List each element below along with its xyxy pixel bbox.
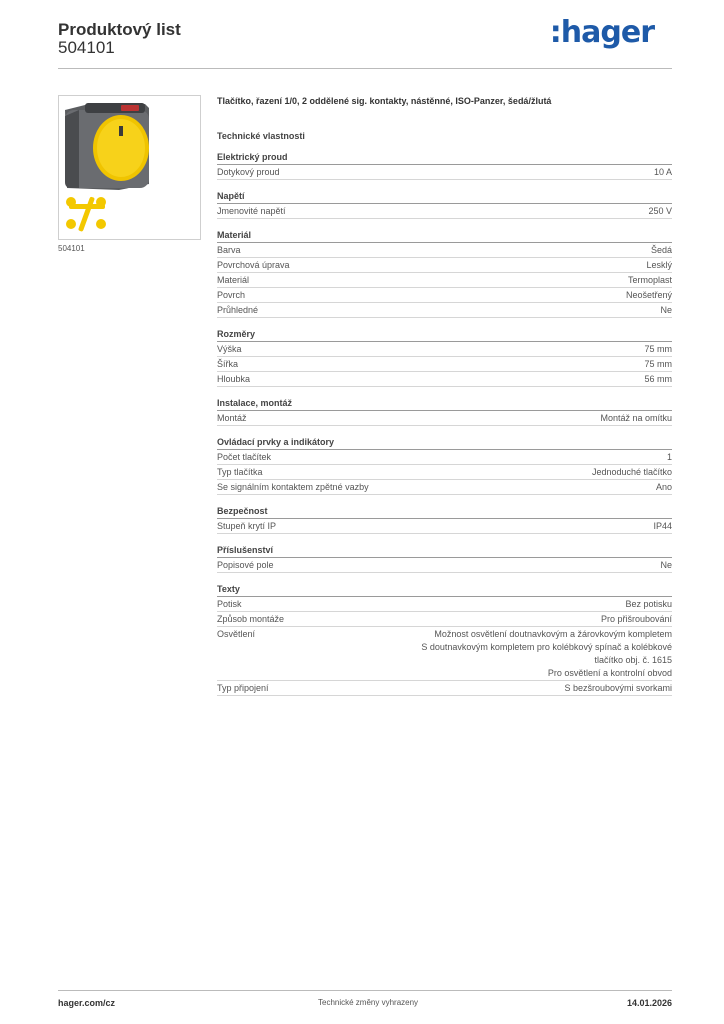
spec-value: Neošetřený xyxy=(625,290,672,300)
spec-section xyxy=(217,229,672,318)
spec-value: Termoplast xyxy=(627,275,672,285)
section-title: Rozměry xyxy=(217,328,672,342)
spec-row xyxy=(217,273,672,288)
spec-row xyxy=(217,165,672,180)
spec-sections xyxy=(217,151,672,696)
spec-value: Šedá xyxy=(650,245,672,255)
spec-row xyxy=(217,258,672,273)
spec-value-line: S doutnavkovým kompletem pro kolébkový spínač a kolébkové xyxy=(421,642,672,652)
spec-label: Typ tlačítka xyxy=(217,467,263,477)
spec-row xyxy=(217,411,672,426)
spec-section xyxy=(217,544,672,573)
footer-notice: Technické změny vyhrazeny xyxy=(318,998,419,1007)
spec-section xyxy=(217,190,672,219)
spec-label: Materiál xyxy=(217,275,250,285)
spec-label: Popisové pole xyxy=(217,560,274,570)
spec-value: Ano xyxy=(655,482,672,492)
spec-value xyxy=(421,628,672,680)
spec-row xyxy=(217,450,672,465)
spec-value: 10 A xyxy=(653,167,672,177)
spec-value: Bez potisku xyxy=(625,599,672,609)
spec-row xyxy=(217,372,672,387)
spec-value-line: tlačítko obj. č. 1615 xyxy=(594,655,672,665)
spec-section xyxy=(217,505,672,534)
spec-label: Stupeň krytí IP xyxy=(217,521,277,531)
spec-value: 75 mm xyxy=(644,359,672,369)
spec-row xyxy=(217,480,672,495)
spec-row xyxy=(217,519,672,534)
spec-value: S bezšroubovými svorkami xyxy=(564,683,672,693)
header-divider xyxy=(58,68,672,69)
spec-row xyxy=(217,681,672,696)
spec-row xyxy=(217,558,672,573)
spec-row xyxy=(217,612,672,627)
section-title: Ovládací prvky a indikátory xyxy=(217,436,672,450)
spec-row xyxy=(217,288,672,303)
spec-value: 250 V xyxy=(648,206,672,216)
spec-row xyxy=(217,204,672,219)
spec-label: Povrch xyxy=(217,290,246,300)
spec-row xyxy=(217,357,672,372)
page-title: Produktový list xyxy=(58,20,181,39)
spec-value: Jednoduché tlačítko xyxy=(591,467,672,477)
section-title: Elektrický proud xyxy=(217,151,672,165)
spec-label: Dotykový proud xyxy=(217,167,280,177)
spec-section xyxy=(217,436,672,495)
footer-website: hager.com/cz xyxy=(58,998,116,1008)
spec-label: Výška xyxy=(217,344,242,354)
spec-section xyxy=(217,328,672,387)
section-title: Materiál xyxy=(217,229,672,243)
spec-row xyxy=(217,597,672,612)
spec-section xyxy=(217,397,672,426)
footer-divider xyxy=(58,990,672,991)
spec-label: Osvětlení xyxy=(217,629,256,639)
section-title: Instalace, montáž xyxy=(217,397,672,411)
spec-row xyxy=(217,465,672,480)
spec-label: Povrchová úprava xyxy=(217,260,290,270)
spec-value: Ne xyxy=(660,305,672,315)
switch-illustration xyxy=(59,96,200,239)
spec-row xyxy=(217,303,672,318)
spec-value-line: Možnost osvětlení doutnavkovým a žárovkovým kompletem xyxy=(434,629,672,639)
spec-value: 1 xyxy=(666,452,672,462)
product-code: 504101 xyxy=(58,38,115,57)
image-caption: 504101 xyxy=(58,244,85,253)
spec-label: Montáž xyxy=(217,413,247,423)
product-description: Tlačítko, řazení 1/0, 2 oddělené sig. kontakty, nástěnné, ISO-Panzer, šedá/žlutá xyxy=(217,96,552,106)
spec-label: Se signálním kontaktem zpětné vazby xyxy=(217,482,369,492)
section-title: Texty xyxy=(217,583,672,597)
spec-value: Pro přišroubování xyxy=(600,614,672,624)
product-image xyxy=(58,95,201,240)
spec-value: 75 mm xyxy=(644,344,672,354)
spec-label: Barva xyxy=(217,245,241,255)
spec-value: Ne xyxy=(660,560,672,570)
spec-row xyxy=(217,342,672,357)
spec-label: Šířka xyxy=(217,359,239,369)
spec-label: Průhledné xyxy=(217,305,259,315)
section-title: Bezpečnost xyxy=(217,505,672,519)
spec-row xyxy=(217,243,672,258)
spec-value: IP44 xyxy=(653,521,672,531)
spec-label: Potisk xyxy=(217,599,242,609)
spec-label: Hloubka xyxy=(217,374,251,384)
section-title: Napětí xyxy=(217,190,672,204)
spec-value-line: Pro osvětlení a kontrolní obvod xyxy=(547,668,672,678)
spec-value: Lesklý xyxy=(646,260,672,270)
spec-label: Jmenovité napětí xyxy=(217,206,286,216)
spec-label: Počet tlačítek xyxy=(217,452,272,462)
spec-section xyxy=(217,151,672,180)
product-content xyxy=(217,94,672,706)
spec-label: Způsob montáže xyxy=(217,614,285,624)
spec-label: Typ připojení xyxy=(217,683,269,693)
logo-text: :hager xyxy=(549,15,654,50)
spec-section xyxy=(217,583,672,696)
tech-heading: Technické vlastnosti xyxy=(217,131,305,141)
footer-date: 14.01.2026 xyxy=(626,998,672,1008)
spec-value: 56 mm xyxy=(644,374,672,384)
hager-logo xyxy=(550,15,654,50)
section-title: Příslušenství xyxy=(217,544,672,558)
spec-row xyxy=(217,627,672,681)
spec-value: Montáž na omítku xyxy=(600,413,672,423)
